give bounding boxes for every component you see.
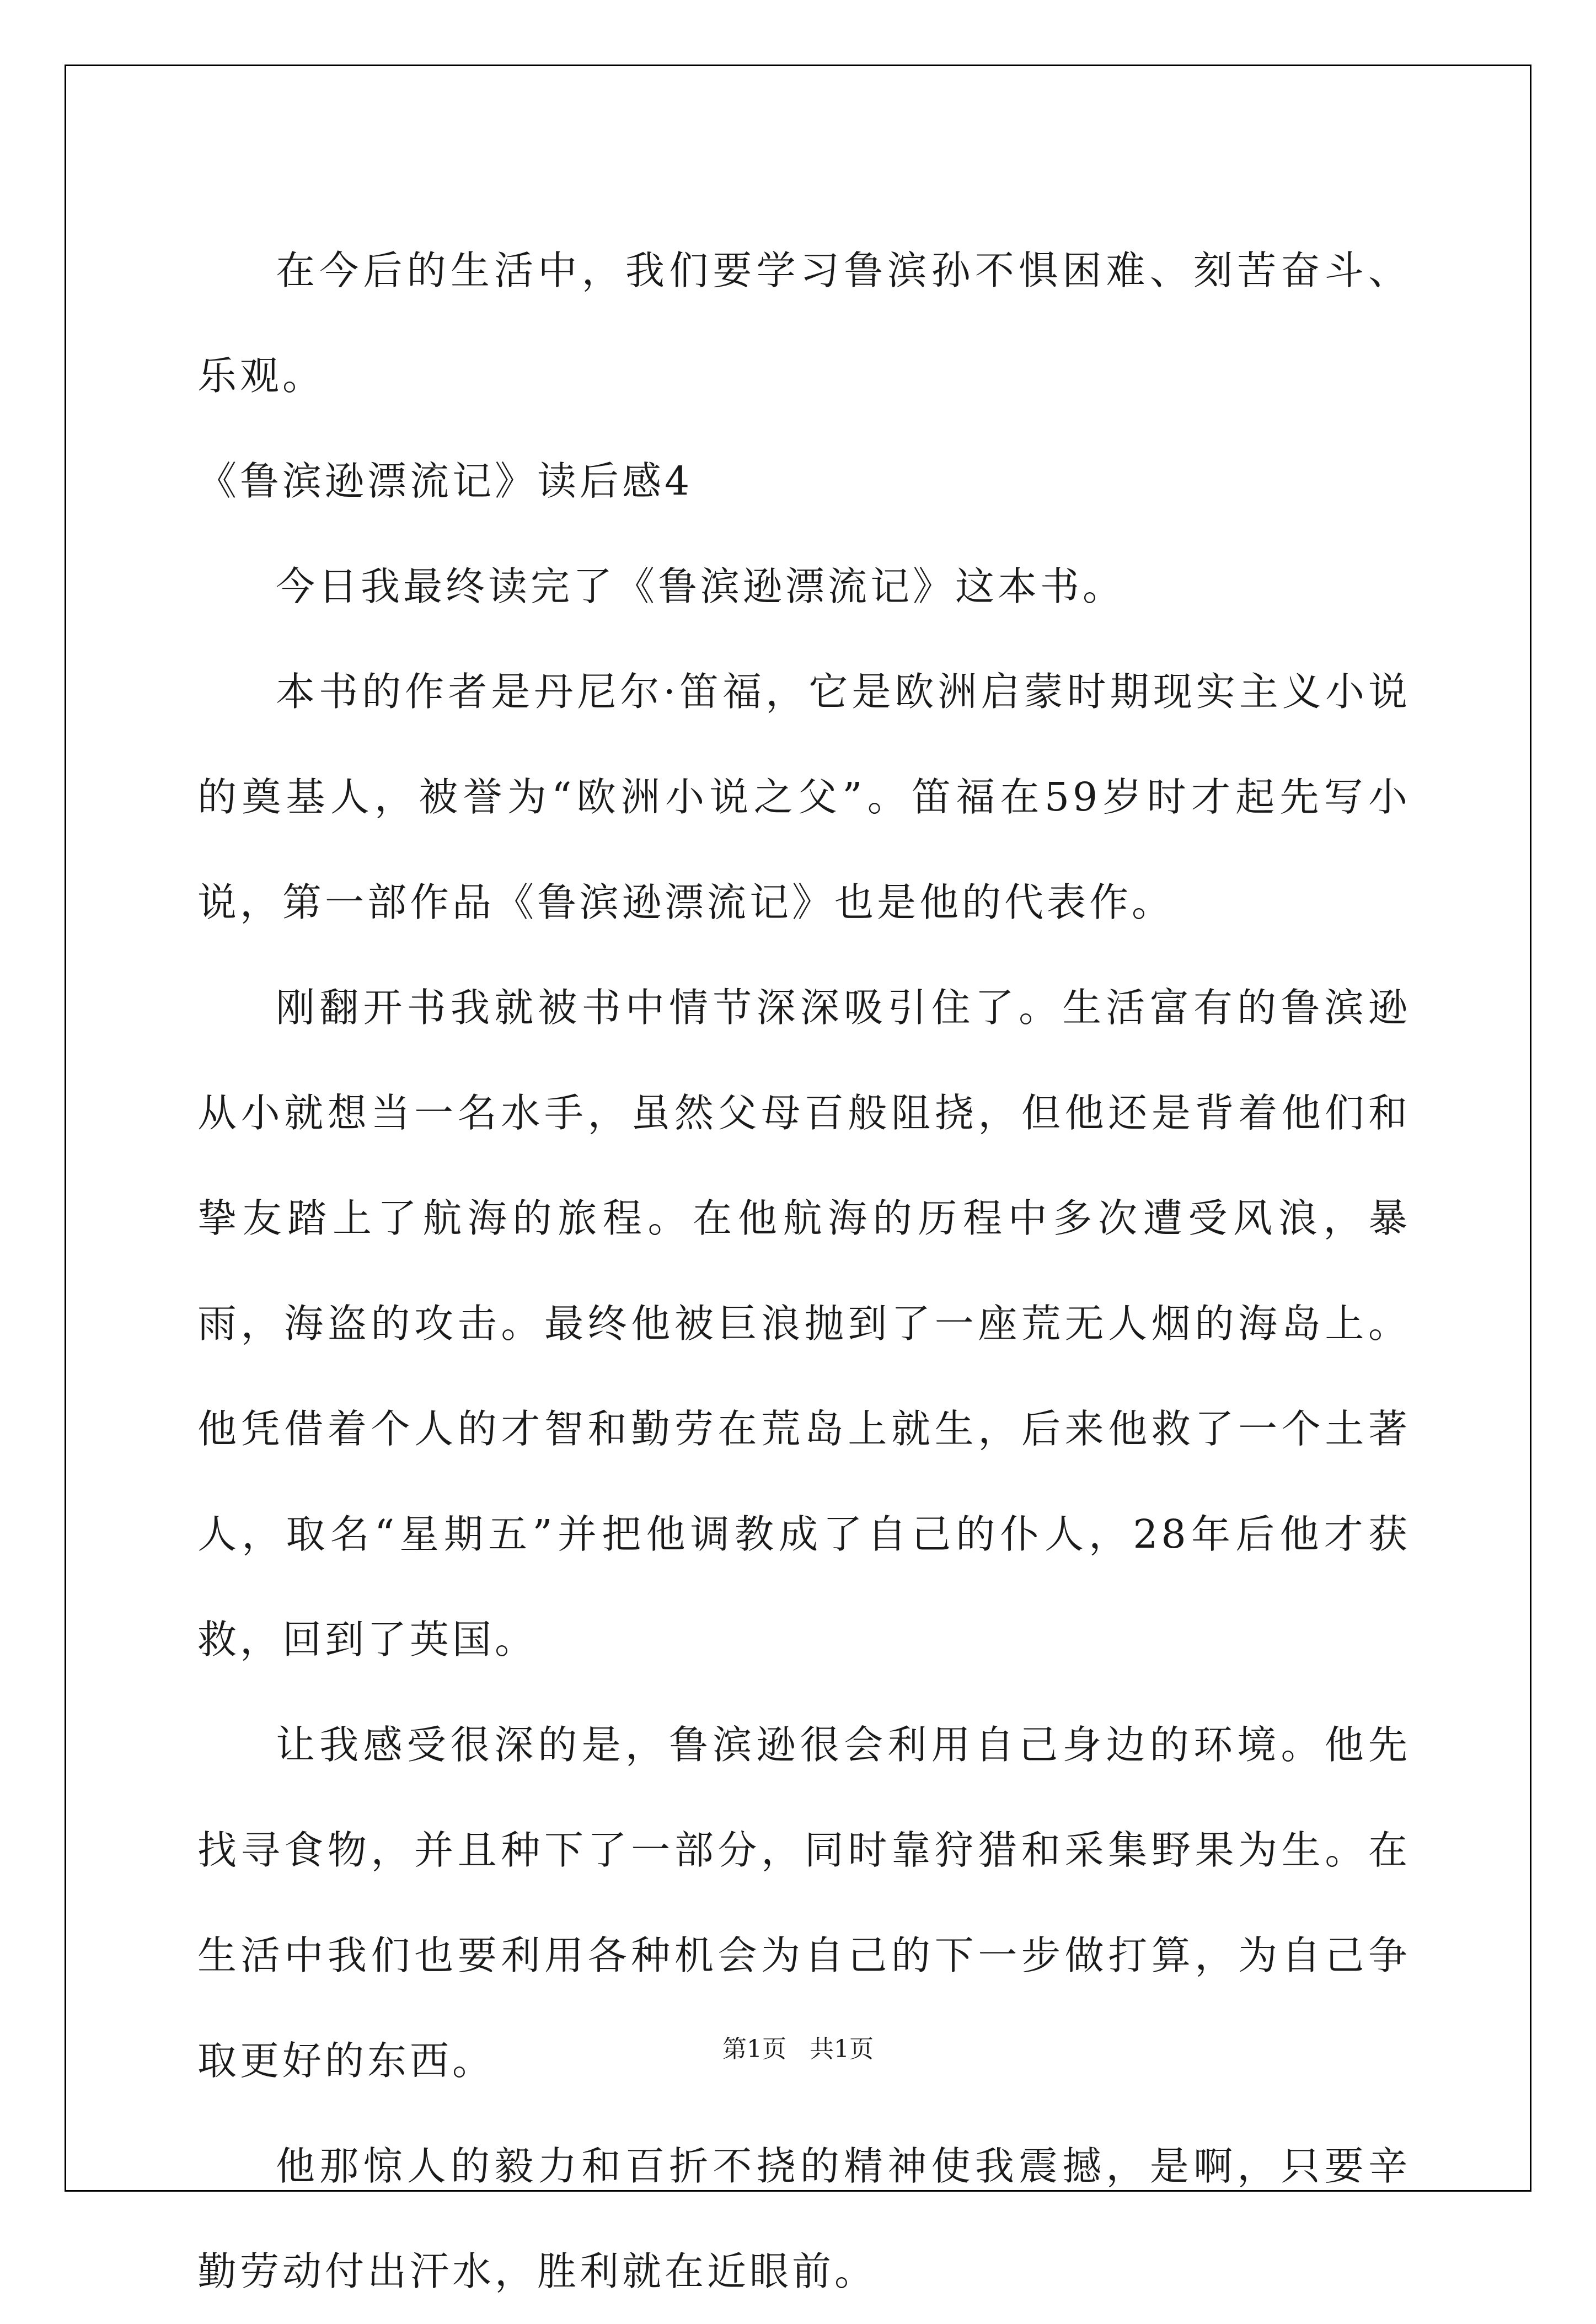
paragraph: 今日我最终读完了《鲁滨逊漂流记》这本书。 bbox=[276, 563, 1126, 609]
paragraph: 让我感受很深的是，鲁滨逊很会利用自己身边的环境。他先找寻食物，并且种下了一部分，同时靠狩猎和采集野果为生。在生活中我们也要利用各种机会为自己的下一步做打算，为自己争取更好的东西。 bbox=[197, 1722, 1411, 2084]
document-body bbox=[197, 218, 1411, 2324]
section-title: 《鲁滨逊漂流记》读后感4 bbox=[197, 458, 693, 504]
paragraph: 在今后的生活中，我们要学习鲁滨孙不惧困难、刻苦奋斗、乐观。 bbox=[197, 248, 1411, 399]
paragraph: 他那惊人的毅力和百折不挠的精神使我震撼，是啊，只要辛勤劳动付出汗水，胜利就在近眼前。 bbox=[197, 2143, 1411, 2294]
paragraph: 本书的作者是丹尼尔·笛福，它是欧洲启蒙时期现实主义小说的奠基人，被誉为“欧洲小说之父”。笛福在59岁时才起先写小说，第一部作品《鲁滨逊漂流记》也是他的代表作。 bbox=[197, 669, 1411, 925]
paragraph: 刚翻开书我就被书中情节深深吸引住了。生活富有的鲁滨逊从小就想当一名水手，虽然父母百般阻挠，但他还是背着他们和挚友踏上了航海的旅程。在他航海的历程中多次遭受风浪，暴雨，海盗的攻击。最终他被巨浪抛到了一座荒无人烟的海岛上。他凭借着个人的才智和勤劳在荒岛上就生，后来他救了一个土著人，取名“星期五”并把他调教成了自己的仆人，28年后他才获救，回到了英国。 bbox=[197, 985, 1411, 1662]
page-footer: 第1页 共1页 bbox=[722, 2035, 874, 2063]
